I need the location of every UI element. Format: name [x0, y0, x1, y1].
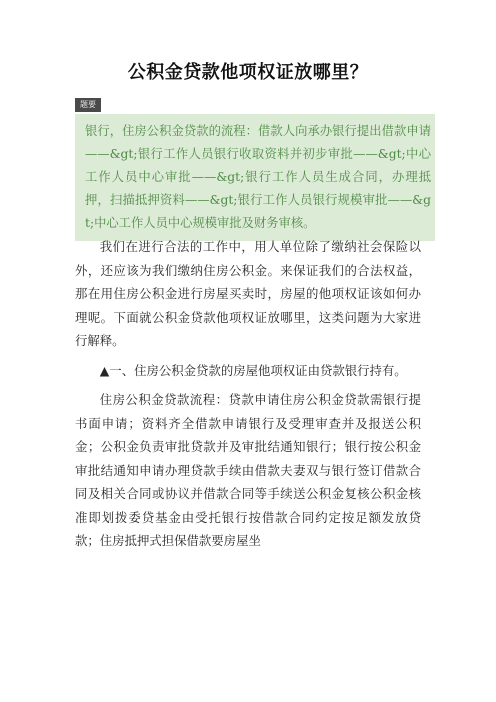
- paragraph: 住房公积金贷款流程：贷款申请住房公积金贷款需银行提书面申请；资料齐全借款申请银行及受理审查并及报送公积金；公积金负责审批贷款并及审批结通知银行；银行按公积金审批结通知申请办理贷款手续由借款夫妻双与银行签订借款合同及相关合同或协议并借款合同等手续送公积金复核公积金核准即划拨委贷基金由受托银行按借款合同约定按足额发放贷款；住房抵押式担保借款要房屋坐: [75, 392, 421, 548]
- paragraph: ▲一、住房公积金贷款的房屋他项权证由贷款银行持有。: [99, 362, 407, 378]
- summary-badge: 题要: [75, 98, 101, 112]
- article-body: [75, 235, 421, 559]
- page-title: 公积金贷款他项权证放哪里？: [127, 62, 369, 83]
- summary-box: 银行，住房公积金贷款的流程：借款人向承办银行提出借款申请——&gt;银行工作人员银行收取资料并初步审批——&gt;中心工作人员中心审批——&gt;银行工作人员生成合同，办理抵押，扫描抵押资料——&gt;银行工作人员银行规模审批——&gt;中心工作人员中心规模审批及财务审核。: [75, 114, 435, 241]
- paragraph: 我们在进行合法的工作中，用人单位除了缴纳社会保险以外，还应该为我们缴纳住房公积金。来保证我们的合法权益，那在用住房公积金进行房屋买卖时，房屋的他项权证该如何办理呢。下面就公积金贷款他项权证放哪里，这类问题为大家进行解释。: [75, 239, 421, 348]
